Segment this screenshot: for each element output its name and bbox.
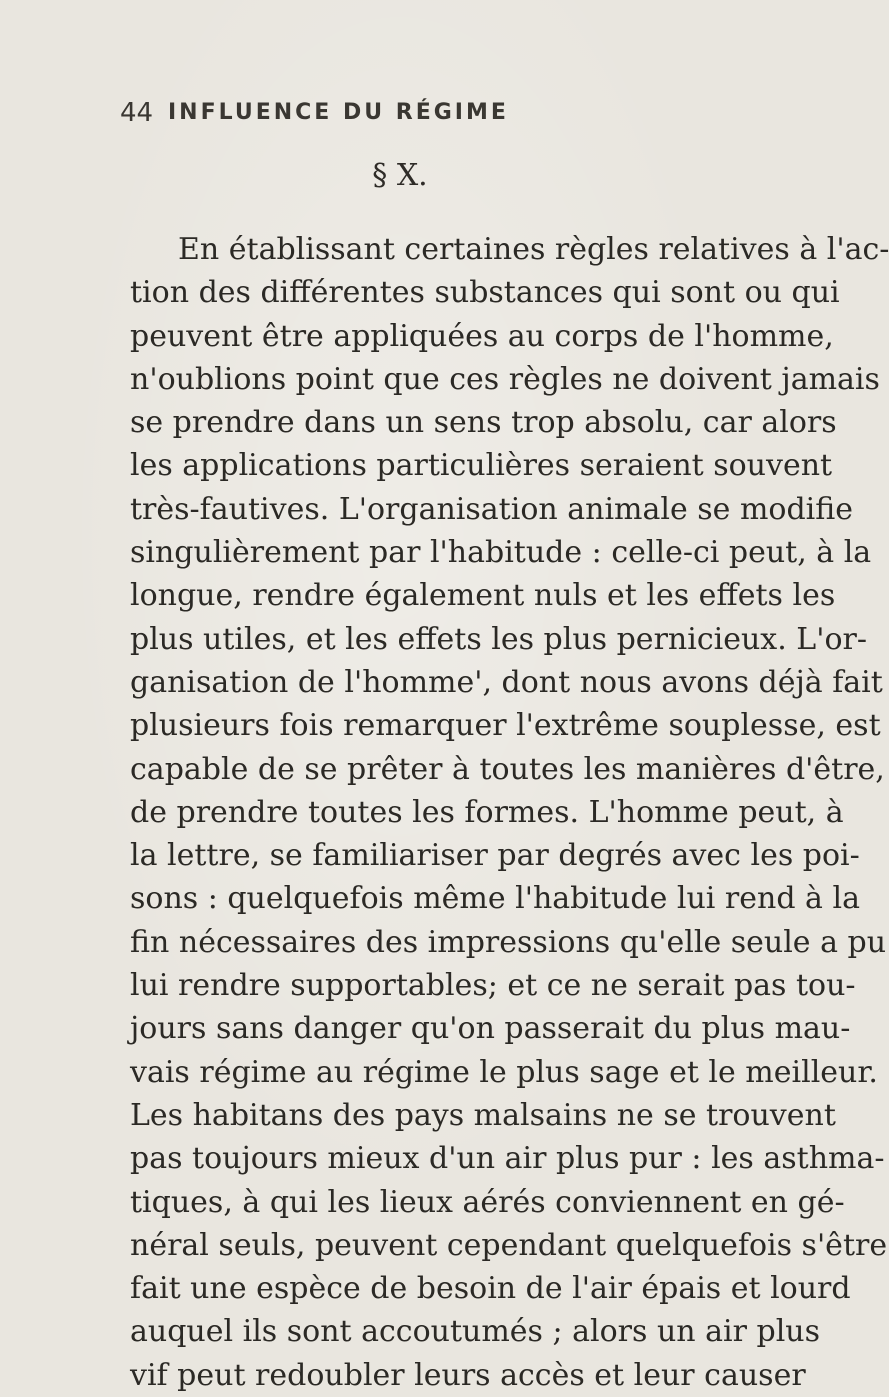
text-line: Les habitans des pays malsains ne se trouvent: [130, 1097, 836, 1133]
running-title: INFLUENCE DU RÉGIME: [168, 100, 509, 125]
section-heading: § X.: [372, 158, 428, 193]
text-line: plusieurs fois remarquer l'extrême souplesse, est: [130, 708, 881, 744]
text-line: vais régime au régime le plus sage et le meilleur.: [130, 1054, 878, 1090]
text-line: sons : quelquefois même l'habitude lui rend à la: [130, 881, 860, 917]
text-line: tiques, à qui les lieux aérés conviennent en gé-: [130, 1184, 845, 1220]
text-line: ganisation de l'homme', dont nous avons déjà fait: [130, 664, 883, 700]
text-line: jours sans danger qu'on passerait du plus mau-: [130, 1011, 851, 1047]
text-line: néral seuls, peuvent cependant quelquefois s'être: [130, 1227, 888, 1263]
text-line: singulièrement par l'habitude : celle-ci peut, à la: [130, 535, 872, 571]
text-line: n'oublions point que ces règles ne doivent jamais: [130, 361, 880, 397]
text-line: auquel ils sont accoutumés ; alors un air plus: [130, 1314, 820, 1350]
text-line: tion des différentes substances qui sont ou qui: [130, 275, 840, 311]
text-line: les applications particulières seraient souvent: [130, 448, 833, 484]
text-line: pas toujours mieux d'un air plus pur : les asthma-: [130, 1141, 885, 1177]
text-line: la lettre, se familiariser par degrés avec les poi-: [130, 838, 860, 874]
page-number: 44: [120, 98, 154, 128]
text-line: En établissant certaines règles relatives à l'ac-: [178, 232, 889, 267]
text-line: plus utiles, et les effets les plus pernicieux. L'or-: [130, 621, 867, 657]
text-line: lui rendre supportables; et ce ne serait pas tou-: [130, 968, 856, 1004]
text-line: fin nécessaires des impressions qu'elle seule a pu: [130, 924, 887, 960]
body-paragraph: [130, 228, 889, 1397]
text-line: se prendre dans un sens trop absolu, car alors: [130, 405, 837, 441]
text-line: très-fautives. L'organisation animale se modifie: [130, 491, 854, 527]
text-line: capable de se prêter à toutes les manières d'être,: [130, 751, 885, 787]
text-line: fait une espèce de besoin de l'air épais et lourd: [130, 1271, 851, 1307]
text-line: peuvent être appliquées au corps de l'homme,: [130, 318, 834, 354]
text-line: vif peut redoubler leurs accès et leur causer: [130, 1357, 806, 1393]
text-line: longue, rendre également nuls et les effets les: [130, 578, 836, 614]
text-line: de prendre toutes les formes. L'homme peut, à: [130, 794, 844, 830]
